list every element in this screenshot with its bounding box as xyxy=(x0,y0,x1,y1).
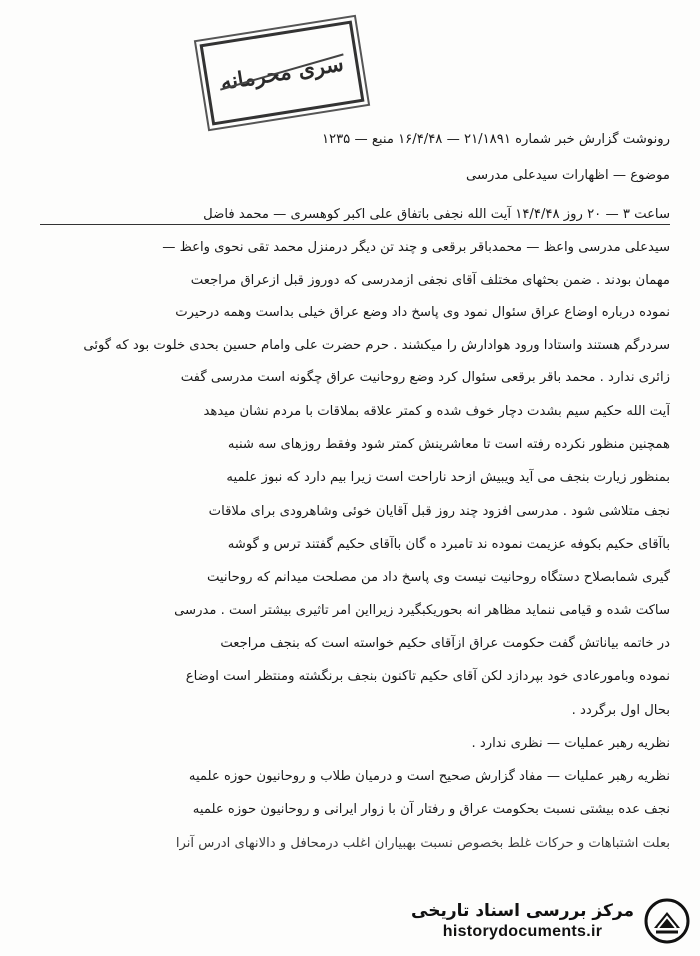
body-line: سیدعلی مدرسی واعظ — محمدباقر برقعی و چند تن دیگر درمنزل محمد تقی نحوی واعظ — xyxy=(162,240,670,255)
underline xyxy=(40,224,670,225)
archive-watermark xyxy=(411,898,690,944)
body-line: باآقای حکیم بکوفه عزیمت نموده ند تامبرد ه گان باآقای حکیم گفتند ترس و گوشه xyxy=(227,537,670,552)
operations-note: نجف عده بیشتی نسبت بحکومت عراق و رفتار آن با زوار ایرانی و روحانیون حوزه علمیه xyxy=(192,802,670,817)
body-line: بمنظور زیارت بنجف می آید ویبیش ازحد ناراحت است زیرا بیم دارد که نبوز علمیه xyxy=(226,470,670,485)
body-line: زائری ندارد . محمد باقر برقعی سئوال کرد وضع روحانیت عراق چگونه است مدرسی گفت xyxy=(180,370,670,385)
body-line: نموده وبامورعادی خود بپردازد لکن آقای حکیم تاکنون بنجف برنگشته ومنتظر است اوضاع xyxy=(185,669,670,684)
body-line: در خاتمه بیاناتش گفت حکومت عراق ازآقای حکیم خواسته است که بنجف مراجعت xyxy=(220,636,670,651)
report-header: رونوشت گزارش خبر شماره ۲۱/۱۸۹۱ — ۱۶/۴/۴۸ منبع — ۱۲۳۵ xyxy=(321,132,670,147)
body-line: نموده درباره اوضاع عراق سئوال نمود وی پاسخ داد وضع عراق خیلی بداست وهمه درحیرت xyxy=(175,305,670,320)
body-line: نظریه رهبر عملیات — مفاد گزارش صحیح است و درمیان طلاب و روحانیون حوزه علمیه xyxy=(188,769,670,784)
body-line: سردرگم هستند واستادا ورود هوادارش را میکشند . حرم حضرت علی وامام حسین بحدی خلوت بود که گوئی xyxy=(83,338,670,353)
body-line: نجف متلاشی شود . مدرسی افزود چند روز قبل آقایان خوئی وشاهرودی برای ملاقات xyxy=(208,504,670,519)
classification-stamp xyxy=(200,20,365,125)
stamp-line-1: سری محرمانه xyxy=(218,50,346,95)
body-line: ساکت شده و قیامی ننماید مظاهر انه بحوریکبگیرد زیرااین امر تاثیری بیشتر است . مدرسی xyxy=(174,603,670,618)
body-line: آیت الله حکیم سیم بشدت دچار خوف شده و کمتر علاقه بملاقات با مردم نشان میدهد xyxy=(203,404,670,419)
body-line: بحال اول برگردد . xyxy=(571,703,670,718)
body-line: گیری شمابصلاح دستگاه روحانیت نیست وی پاسخ داد من مصلحت میدانم که روحانیت xyxy=(206,570,670,585)
report-subject: موضوع — اظهارات سیدعلی مدرسی xyxy=(466,168,670,183)
body-line: مهمان بودند . ضمن بحثهای مختلف آقای نجفی ازمدرسی که دوروز قبل ازعراق مراجعت xyxy=(190,273,670,288)
body-line: همچنین منظور نکرده رفته است تا معاشرینش کمتر شود وفقط روزهای سه شنبه xyxy=(227,437,670,452)
body-line: ساعت ۳ — ۲۰ روز ۱۴/۴/۴۸ آیت الله نجفی باتفاق علی اکبر کوهسری — محمد فاضل xyxy=(203,207,670,222)
watermark-name: مرکز بررسی اسناد تاریخی xyxy=(411,901,634,921)
body-line: نظریه رهبر عملیات — نظری ندارد . xyxy=(471,736,670,751)
evaluation-line: بعلت اشتباهات و حرکات غلط بخصوص نسبت بهبیاران اغلب درمحافل و دالانهای ادرس آنرا xyxy=(175,836,670,851)
book-emblem-icon xyxy=(644,898,690,944)
watermark-text xyxy=(411,900,634,942)
watermark-url: historydocuments.ir xyxy=(442,923,603,940)
